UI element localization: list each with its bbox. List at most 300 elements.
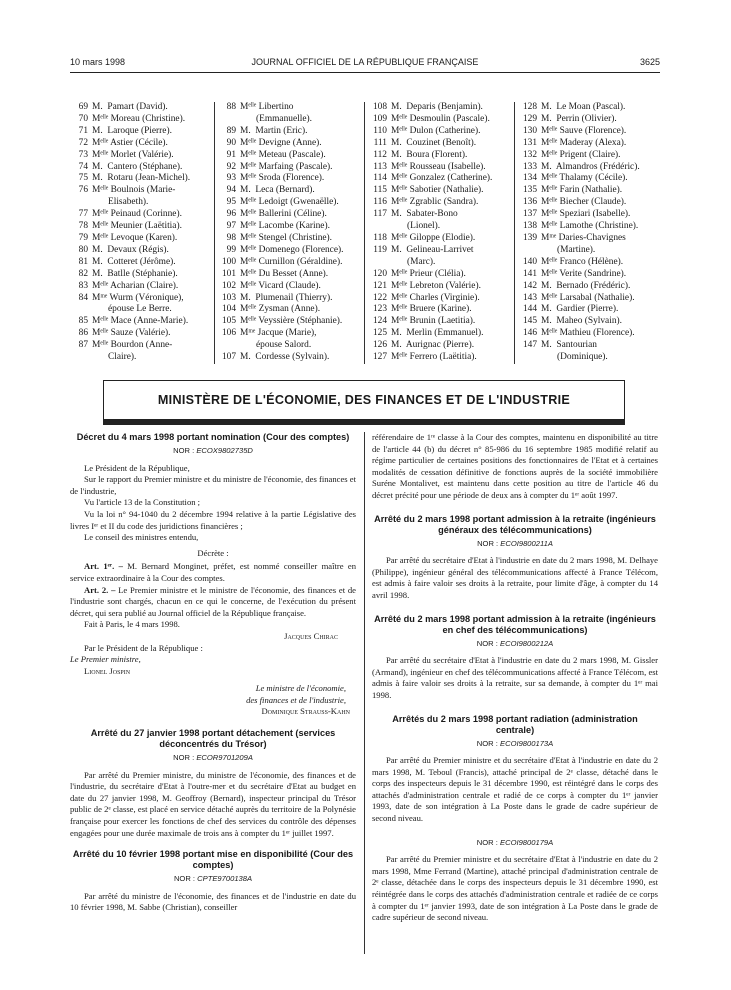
name-entry: [519, 316, 661, 328]
name-entry: [369, 233, 513, 245]
name-entry: [218, 257, 362, 269]
name-entry: [519, 185, 661, 197]
name-entry: [369, 245, 513, 257]
name-entry: [70, 102, 210, 114]
entry-number: 125: [372, 328, 387, 339]
entry-number: 103: [221, 292, 236, 303]
name-entry: [369, 269, 513, 281]
entry-number: 133: [522, 161, 537, 172]
entry-number: 93: [226, 173, 236, 184]
name-list: [70, 102, 660, 364]
paragraph: Par arrêté du secrétaire d'Etat à l'industrie en date du 2 mars 1998, M. Delhaye (Philippe), ingénieur général des télécommunications affecté à France Télécom, est admis à faire valoir ses droits à la retraite, pour limite d'âge, à compter du 14 avril 1998.: [372, 555, 658, 600]
entry-name: Mᵉˡˡᵉ Sroda (Florence).: [240, 173, 325, 184]
name-column-1: [70, 102, 210, 364]
name-entry: [70, 269, 210, 281]
entry-number: 92: [226, 161, 236, 172]
entry-name: M. Cordesse (Sylvain).: [240, 352, 330, 363]
article-title: Arrêtés du 2 mars 1998 portant radiation (administration centrale): [392, 713, 638, 735]
name-entry: [519, 340, 661, 352]
name-entry: [369, 293, 513, 305]
nor-reference: NOR : ECOR9701209A: [173, 753, 253, 763]
entry-number: 136: [522, 197, 537, 208]
entry-number: 116: [373, 197, 387, 208]
ministry-title: MINISTÈRE DE L'ÉCONOMIE, DES FINANCES ET DE L'INDUSTRIE: [157, 393, 571, 407]
entry-name: M. Le Moan (Pascal).: [541, 102, 626, 112]
entry-number: 140: [522, 256, 537, 267]
header-date: 10 mars 1998: [70, 57, 126, 67]
name-entry: [369, 209, 513, 221]
entry-name: Mᵉˡˡᵉ Prieur (Clélia).: [391, 268, 466, 279]
entry-name: Mᵉˡˡᵉ Thalamy (Cécile).: [541, 173, 628, 184]
entry-number: 135: [522, 185, 537, 196]
name-entry: [519, 304, 661, 316]
entry-number: 85: [78, 316, 88, 327]
entry-name: Mᵉˡˡᵉ Larsabal (Nathalie).: [541, 292, 635, 303]
name-entry: [218, 162, 362, 174]
name-entry: [70, 138, 210, 150]
entry-name: M. Pamart (David).: [92, 102, 168, 112]
entry-number: 113: [373, 161, 387, 172]
entry-name: Mᵉˡˡᵉ Astier (Cécile).: [92, 137, 168, 148]
entry-number: 86: [78, 328, 88, 339]
name-entry: [519, 328, 661, 340]
entry-number: 114: [373, 173, 387, 184]
entry-number: 100: [221, 256, 236, 267]
entry-name: Mᵉˡˡᵉ Curnillon (Géraldine).: [240, 256, 343, 267]
entry-name: Mᵉˡˡᵉ Biecher (Claude).: [541, 197, 627, 208]
entry-number: 144: [522, 304, 537, 315]
entry-number: 69: [78, 102, 88, 112]
name-entry: [218, 245, 362, 257]
name-entry: [70, 340, 210, 352]
paragraph: Le Président de la République,: [84, 462, 190, 473]
name-entry: [218, 150, 362, 162]
entry-number: 101: [221, 268, 236, 279]
nor-reference: NOR : ECOX9802735D: [173, 446, 253, 455]
entry-number: 80: [78, 244, 88, 255]
entry-name: Mᵐᵉ Daries-Chavignes: [541, 232, 626, 243]
name-entry: [218, 221, 362, 233]
entry-number: 90: [226, 137, 236, 148]
name-entry: [70, 257, 210, 269]
name-entry: [369, 281, 513, 293]
entry-name: M. Bernado (Frédéric).: [541, 280, 631, 291]
entry-name: M. Sabater-Bono: [391, 209, 458, 220]
entry-number: 124: [372, 316, 387, 327]
entry-name: Mᵉˡˡᵉ Lebreton (Valérie).: [391, 280, 481, 291]
name-entry: [369, 173, 513, 185]
entry-name: Mᵉˡˡᵉ Speziari (Isabelle).: [541, 209, 631, 220]
entry-number: 120: [372, 268, 387, 279]
entry-name: Mᵉˡˡᵉ Gonzalez (Catherine).: [391, 173, 493, 184]
entry-number: 109: [372, 113, 387, 124]
name-entry: [369, 185, 513, 197]
entry-number: 94: [226, 185, 236, 196]
entry-number: 117: [373, 209, 387, 220]
entry-number: 78: [78, 221, 88, 232]
column-divider: [364, 432, 365, 954]
name-entry: [218, 197, 362, 209]
name-entry: [519, 138, 661, 150]
entry-name: Mᵉˡˡᵉ Ferrero (Laëtitia).: [391, 352, 477, 363]
name-entry: [70, 173, 210, 185]
entry-name: M. Merlin (Emmanuel).: [391, 328, 484, 339]
entry-number: 77: [78, 209, 88, 220]
entry-number: 81: [78, 256, 88, 267]
entry-name: M. Martin (Eric).: [240, 125, 308, 136]
left-column: [70, 432, 356, 914]
entry-number: 147: [522, 340, 537, 351]
name-entry: [369, 352, 513, 364]
column-divider: [364, 102, 365, 364]
entry-name: Mᵉˡˡᵉ Verite (Sandrine).: [541, 268, 627, 279]
entry-number: 74: [78, 161, 88, 172]
right-column: [372, 432, 658, 924]
banner-underline: [103, 420, 625, 425]
entry-name: Mᵉˡˡᵉ Bruere (Karine).: [391, 304, 472, 315]
entry-name: Mᵉˡˡᵉ Brunin (Laetitia).: [391, 316, 476, 327]
header-journal: JOURNAL OFFICIEL DE LA RÉPUBLIQUE FRANÇAISE: [251, 57, 479, 67]
entry-number: 102: [221, 280, 236, 291]
entry-name: M. Cotteret (Jérôme).: [92, 256, 176, 267]
entry-name: Mᵉˡˡᵉ Giloppe (Elodie).: [391, 232, 476, 243]
paragraph: Par arrêté du Premier ministre et du secrétaire d'Etat à l'industrie en date du 2 mars 1998, M. Teboul (Francis), attaché principal de 2ᵉ classe, détaché dans le corps des inspecteurs depuis le 31 décembre 1990, est réintégré dans le corps des attachés d'administration centrale et radié de ce corps à compter du 1ᵉʳ janvier 1993, date de son intégration à La Poste dans le grade de cadre supérieur de second niveau.: [372, 755, 658, 824]
entry-name: Mᵉˡˡᵉ Prigent (Claire).: [541, 149, 621, 160]
paragraph: Vu la loi n° 94-1040 du 2 décembre 1994 relative à la partie Législative des livres Iᵉʳ et II du code des juridictions financières ;: [70, 508, 356, 531]
paragraph: Par arrêté du Premier ministre, du ministre de l'économie, des finances et de l'industrie, du secrétaire d'Etat à l'outre-mer et du secrétaire d'Etat au budget en date du 27 janvier 1998, M. Geoffroy (Bernard), inspecteur principal du Trésor public de 2ᵉ classe, est placé en service détaché auprès du territoire de la Polynésie française pour exercer les fonctions de chef des services du contrôle des dépenses engagées pour une durée maximale de trois ans à compter du 1ᵉʳ juillet 1997.: [70, 769, 356, 838]
entry-name: Mᵉˡˡᵉ Veyssière (Stéphanie).: [240, 316, 343, 327]
name-entry: [70, 150, 210, 162]
signature: Lionel Jospin: [84, 665, 131, 676]
entry-name: M. Batlle (Stéphanie).: [92, 268, 178, 279]
entry-name: Mᵉˡˡᵉ Rousseau (Isabelle).: [391, 161, 486, 172]
name-entry-continuation: (Marc).: [407, 256, 436, 267]
column-divider: [214, 102, 215, 364]
name-entry: [369, 114, 513, 126]
article-title: Arrêté du 2 mars 1998 portant admission à la retraite (ingénieurs en chef des télécommunications): [374, 613, 656, 635]
name-entry: [218, 173, 362, 185]
entry-name: M. Boura (Florent).: [391, 149, 468, 160]
article-title: Décret du 4 mars 1998 portant nomination (Cour des comptes): [76, 432, 350, 442]
name-entry: [70, 221, 210, 233]
entry-number: 130: [522, 125, 537, 136]
nor-reference: NOR : ECOI9800173A: [476, 738, 554, 748]
entry-number: 129: [522, 113, 537, 124]
entry-name: Mᵉˡˡᵉ Lacombe (Karine).: [240, 221, 330, 232]
name-entry: [70, 293, 210, 305]
article-1: Art. 1ᵉʳ. – M. Bernard Monginet, préfet, est nommé conseiller maître en service extraordinaire à la Cour des comptes.: [70, 561, 356, 583]
entry-name: Mᵉˡˡᵉ Charles (Virginie).: [391, 292, 480, 303]
entry-number: 83: [78, 280, 88, 291]
entry-number: 96: [226, 209, 236, 220]
name-entry-continuation: (Emmanuelle).: [256, 113, 312, 124]
name-entry: [70, 316, 210, 328]
entry-number: 106: [221, 328, 236, 339]
entry-number: 145: [522, 316, 537, 327]
entry-number: 122: [372, 292, 387, 303]
entry-name: M. Rotaru (Jean-Michel).: [92, 173, 191, 184]
entry-number: 119: [373, 244, 387, 255]
entry-number: 121: [372, 280, 387, 291]
entry-name: M. Almandros (Frédéric).: [541, 161, 640, 172]
entry-name: M. Gelineau-Larrivet: [391, 244, 474, 255]
entry-number: 118: [373, 232, 387, 243]
entry-number: 111: [373, 137, 387, 148]
entry-number: 87: [78, 340, 88, 351]
entry-name: Mᵉˡˡᵉ Moreau (Christine).: [92, 113, 186, 124]
name-entry: [70, 185, 210, 197]
entry-name: M. Aurignac (Pierre).: [391, 340, 475, 351]
entry-number: 127: [372, 352, 387, 363]
name-entry: [369, 102, 513, 114]
entry-number: 104: [221, 304, 236, 315]
entry-name: Mᵉˡˡᵉ Maderay (Alexa).: [541, 137, 627, 148]
paragraph: Le conseil des ministres entendu,: [84, 532, 199, 543]
paragraph: Sur le rapport du Premier ministre et du ministre de l'économie, des finances et de l'industrie,: [70, 474, 356, 496]
entry-number: 142: [522, 280, 537, 291]
entry-name: Mᵉˡˡᵉ Zgrablic (Sandra).: [391, 197, 479, 208]
entry-name: Mᵉˡˡᵉ Ballerini (Céline).: [240, 209, 327, 220]
entry-name: Mᵉˡˡᵉ Desmoulin (Pascale).: [391, 113, 490, 124]
name-entry: [218, 352, 362, 364]
paragraph: Par arrêté du Premier ministre et du secrétaire d'Etat à l'industrie en date du 2 mars 1998, Mme Ferrand (Martine), attaché principal d'administration centrale de 2ᵉ classe, détachée dans le corps des inspecteurs depuis le 31 décembre 1990, est réintégrée dans le corps des attachés d'administration centrale et radiée de ce corps à compter du 1ᵉʳ janvier 1993, date de son intégration à La Poste dans le grade de cadre supérieur de second niveau.: [372, 854, 658, 923]
entry-name: Mᵉˡˡᵉ Sauze (Valérie).: [92, 328, 171, 339]
name-entry: [218, 328, 362, 340]
entry-name: Mᵉˡˡᵉ Meunier (Laëtitia).: [92, 221, 182, 232]
paragraph: Par arrêté du secrétaire d'Etat à l'industrie en date du 2 mars 1998, M. Gissler (Armand), ingénieur en chef des télécommunications affecté à France Télécom, est admis à faire valoir ses droits à la retraite, sur sa demande, à compter du 1ᵉʳ mai 1998.: [372, 655, 658, 700]
name-entry: [519, 102, 661, 114]
entry-number: 105: [221, 316, 236, 327]
entry-name: M. Leca (Bernard).: [240, 185, 315, 196]
entry-number: 108: [372, 102, 387, 112]
name-entry: [218, 102, 362, 114]
name-column-3: [369, 102, 513, 364]
article-title: Arrêté du 10 février 1998 portant mise en disponibilité (Cour des comptes): [72, 849, 354, 871]
nor-reference: NOR : ECOI9800212A: [476, 638, 554, 648]
entry-number: 138: [522, 221, 537, 232]
article-title: Arrêté du 2 mars 1998 portant admission à la retraite (ingénieurs généraux des télécommunications): [374, 513, 656, 535]
entry-number: 82: [78, 268, 88, 279]
entry-number: 89: [226, 125, 236, 136]
nor-reference: NOR : ECOI9800179A: [476, 837, 554, 847]
name-entry: [218, 209, 362, 221]
name-entry: [519, 209, 661, 221]
entry-name: M. Cantero (Stéphane).: [92, 161, 183, 172]
entry-number: 84: [78, 292, 88, 303]
name-entry: [519, 269, 661, 281]
entry-name: Mᵉˡˡᵉ Peinaud (Corinne).: [92, 209, 182, 220]
name-entry: [70, 126, 210, 138]
entry-number: 126: [372, 340, 387, 351]
entry-name: M. Plumenail (Thierry).: [240, 292, 333, 303]
entry-name: Mᵉˡˡᵉ Marfaing (Pascale).: [240, 161, 333, 172]
name-entry: [369, 126, 513, 138]
entry-number: 95: [226, 197, 236, 208]
entry-name: Mᵉˡˡᵉ Boulnois (Marie-: [92, 185, 176, 196]
name-entry: [369, 162, 513, 174]
entry-number: 79: [78, 232, 88, 243]
entry-name: Mᵉˡˡᵉ Sabotier (Nathalie).: [391, 185, 484, 196]
name-entry-continuation: (Dominique).: [557, 352, 608, 363]
entry-name: Mᵉˡˡᵉ Morlet (Valérie).: [92, 149, 174, 160]
name-entry: [218, 185, 362, 197]
decrete-line: Décrète :: [197, 547, 229, 558]
entry-number: 131: [522, 137, 537, 148]
name-entry-continuation: épouse Salord.: [256, 340, 312, 351]
name-entry: [369, 340, 513, 352]
entry-number: 146: [522, 328, 537, 339]
name-entry: [218, 126, 362, 138]
entry-name: M. Devaux (Régis).: [92, 244, 169, 255]
entry-name: M. Santourian: [541, 340, 597, 351]
entry-name: Mᵉˡˡᵉ Stengel (Christine).: [240, 232, 333, 243]
name-entry: [519, 162, 661, 174]
entry-name: Mᵉˡˡᵉ Lamothe (Christine).: [541, 221, 639, 232]
paragraph: référendaire de 1ʳᵉ classe à la Cour des comptes, maintenu en disponibilité au titre de l'article 44 (b) du décret n° 85-986 du 16 septembre 1985 modifié relatif au régime particulier de certaines positions des fonctionnaires de l'Etat et à certaines modalités de cessation définitive de fonctions auprès de la société immobilière Suréne Montalivet, est maintenu dans cette position au titre de l'article 46 du décret précité pour une période de deux ans à compter du 1ᵉʳ août 1997.: [372, 432, 658, 500]
entry-number: 132: [522, 149, 537, 160]
article-2: Art. 2. – Le Premier ministre et le ministre de l'économie, des finances et de l'industrie sont chargés, chacun en ce qui le concerne, de l'exécution du présent décret, qui sera publié au Journal officiel de la République française.: [70, 584, 356, 618]
name-entry: [519, 293, 661, 305]
name-entry: [218, 304, 362, 316]
name-entry: [519, 281, 661, 293]
entry-name: M. Deparis (Benjamin).: [391, 102, 483, 112]
name-entry-continuation: Claire).: [108, 352, 137, 363]
name-entry: [519, 114, 661, 126]
name-entry: [519, 150, 661, 162]
entry-number: 72: [78, 137, 88, 148]
name-entry: [519, 126, 661, 138]
name-entry: [70, 233, 210, 245]
name-entry: [369, 316, 513, 328]
entry-name: Mᵉˡˡᵉ Mathieu (Florence).: [541, 328, 635, 339]
entry-name: Mᵐᵉ Jacque (Marie),: [240, 328, 317, 339]
running-header: [70, 57, 660, 71]
name-entry-continuation: Elisabeth).: [108, 197, 149, 208]
name-entry: [519, 233, 661, 245]
entry-number: 128: [522, 102, 537, 112]
signature: Dominique Strauss-Kahn: [261, 706, 350, 717]
signatory-title: Le Premier ministre,: [70, 654, 141, 665]
name-entry: [218, 293, 362, 305]
entry-number: 76: [78, 185, 88, 196]
name-entry: [369, 138, 513, 150]
entry-name: Mᵉˡˡᵉ Acharian (Claire).: [92, 280, 179, 291]
entry-name: Mᵉˡˡᵉ Dulon (Catherine).: [391, 125, 481, 136]
name-entry: [70, 328, 210, 340]
entry-number: 143: [522, 292, 537, 303]
name-entry: [218, 269, 362, 281]
entry-name: Mᵉˡˡᵉ Du Besset (Anne).: [240, 268, 329, 279]
ministry-banner: [103, 380, 625, 420]
entry-number: 73: [78, 149, 88, 160]
signatory-title: Le ministre de l'économie,: [255, 683, 346, 694]
name-column-2: [218, 102, 362, 364]
nor-reference: NOR : ECOI9800211A: [477, 538, 553, 548]
entry-name: Mᵉˡˡᵉ Zysman (Anne).: [240, 304, 321, 315]
name-entry: [70, 114, 210, 126]
name-entry: [70, 281, 210, 293]
signing-date: Fait à Paris, le 4 mars 1998.: [84, 619, 180, 630]
header-rule: [70, 72, 660, 73]
entry-number: 71: [78, 125, 88, 136]
name-entry: [70, 209, 210, 221]
entry-name: Mᵉˡˡᵉ Ledoigt (Gwenaëlle).: [240, 197, 339, 208]
entry-name: Mᵐᵉ Wurm (Véronique),: [92, 292, 184, 303]
entry-name: Mᵉˡˡᵉ Levoque (Karen).: [92, 232, 178, 243]
entry-number: 88: [226, 102, 236, 112]
entry-name: Mᵉˡˡᵉ Farin (Nathalie).: [541, 185, 623, 196]
entry-number: 98: [226, 232, 236, 243]
name-entry: [519, 257, 661, 269]
entry-name: M. Couzinet (Benoît).: [391, 137, 477, 148]
name-entry-continuation: épouse Le Berre.: [108, 304, 172, 315]
name-entry: [218, 281, 362, 293]
paragraph: Vu l'article 13 de la Constitution ;: [84, 497, 201, 508]
name-entry: [369, 304, 513, 316]
entry-number: 137: [522, 209, 537, 220]
name-entry: [369, 150, 513, 162]
name-entry: [369, 328, 513, 340]
paragraph: Par arrêté du ministre de l'économie, des finances et de l'industrie en date du 10 février 1998, M. Sabbe (Christian), conseiller: [70, 890, 356, 913]
nor-reference: NOR : CPTE9700138A: [173, 874, 253, 884]
paragraph: Par le Président de la République :: [84, 642, 203, 653]
entry-number: 123: [372, 304, 387, 315]
entry-name: Mᵉˡˡᵉ Mace (Anne-Marie).: [92, 316, 189, 327]
name-entry-continuation: (Lionel).: [407, 221, 441, 232]
entry-name: M. Perrin (Olivier).: [541, 113, 617, 124]
name-entry: [218, 233, 362, 245]
article-title: Arrêté du 27 janvier 1998 portant détachement (services déconcentrés du Trésor): [90, 728, 336, 750]
entry-name: M. Laroque (Pierre).: [92, 125, 172, 136]
entry-name: Mᵉˡˡᵉ Sauve (Florence).: [541, 125, 627, 136]
name-entry: [519, 173, 661, 185]
signatory-title: des finances et de l'industrie,: [246, 694, 346, 705]
entry-number: 91: [226, 149, 236, 160]
name-entry: [218, 138, 362, 150]
entry-number: 139: [522, 232, 537, 243]
signature: Jacques Chirac: [284, 630, 338, 641]
entry-name: Mᵉˡˡᵉ Meteau (Pascale).: [240, 149, 326, 160]
entry-number: 70: [78, 113, 88, 124]
entry-number: 134: [522, 173, 537, 184]
column-divider: [514, 102, 515, 364]
entry-name: Mᵉˡˡᵉ Vicard (Claude).: [240, 280, 321, 291]
entry-number: 75: [78, 173, 88, 184]
header-page-number: 3625: [639, 57, 660, 67]
name-entry: [218, 316, 362, 328]
name-entry: [369, 197, 513, 209]
entry-name: Mᵉˡˡᵉ Libertino: [240, 102, 294, 112]
entry-name: Mᵉˡˡᵉ Bourdon (Anne-: [92, 340, 173, 351]
entry-number: 99: [226, 244, 236, 255]
entry-name: Mᵉˡˡᵉ Devigne (Anne).: [240, 137, 322, 148]
name-column-4: [519, 102, 661, 364]
entry-name: Mᵉˡˡᵉ Franco (Hélène).: [541, 256, 624, 267]
name-entry-continuation: (Martine).: [557, 244, 596, 255]
entry-number: 110: [373, 125, 387, 136]
entry-number: 97: [226, 221, 236, 232]
name-entry: [70, 245, 210, 257]
entry-number: 141: [522, 268, 537, 279]
entry-name: M. Gardier (Pierre).: [541, 304, 619, 315]
entry-name: M. Maheo (Sylvain).: [541, 316, 622, 327]
name-entry: [519, 221, 661, 233]
entry-number: 107: [221, 352, 236, 363]
entry-number: 115: [373, 185, 387, 196]
entry-number: 112: [373, 149, 387, 160]
name-entry: [70, 162, 210, 174]
name-entry: [519, 197, 661, 209]
